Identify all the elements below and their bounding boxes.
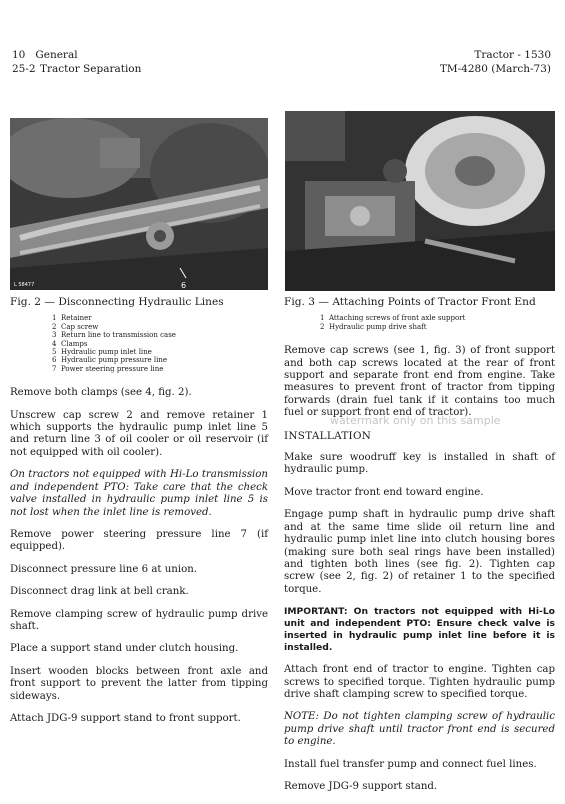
- figure-3-caption: Fig. 3 — Attaching Points of Tractor Front End: [284, 296, 536, 308]
- hydraulic-lines-photo-image: [10, 118, 268, 290]
- note-paragraph: NOTE: Do not tighten clamping screw of hydraulic pump drive shaft until tractor front end is secured to engine.: [284, 711, 555, 748]
- figure-3-photo: [285, 111, 555, 291]
- page-header-left: [12, 48, 141, 76]
- body-paragraph: Remove both clamps (see 4, fig. 2).: [10, 387, 192, 399]
- body-paragraph: Remove clamping screw of hydraulic pump drive shaft.: [10, 608, 268, 632]
- important-notice: IMPORTANT: On tractors not equipped with Hi-Lo unit and independent PTO: Ensure check valve is inserted in hydraulic pump inlet line before it is installed.: [284, 606, 555, 654]
- body-paragraph: Attach JDG-9 support stand to front support.: [10, 712, 241, 724]
- body-paragraph: Disconnect drag link at bell crank.: [10, 586, 189, 598]
- legend-item: 5 Hydraulic pump inlet line: [52, 348, 152, 357]
- tractor-front-end-photo-image: [285, 111, 555, 291]
- right-column: [284, 296, 555, 803]
- body-paragraph: Attach front end of tractor to engine. Tighten cap screws to specified torque. Tighten hydraulic pump drive shaft clamping screw to specified torque.: [284, 664, 555, 700]
- body-paragraph: Engage pump shaft in hydraulic pump drive shaft and at the same time slide oil return line and hydraulic pump inlet line into clutch housing bores (making sure both seal rings have been installed) and tighten both lines (see fig. 2). Tighten cap screw (see 2, fig. 2) of retainer 1 to the specified torque.: [284, 509, 555, 595]
- legend-item: 7 Power steering pressure line: [52, 364, 164, 373]
- watermark-text: watermark only on this sample: [330, 414, 501, 427]
- figure-2-legend: [10, 314, 268, 373]
- body-paragraph: Remove JDG-9 support stand.: [284, 780, 438, 792]
- body-paragraph: Disconnect pressure line 6 at union.: [10, 563, 198, 575]
- manual-number: TM-4280 (March-73): [439, 63, 551, 75]
- body-paragraph: Make sure woodruff key is installed in shaft of hydraulic pump.: [284, 452, 555, 476]
- photo-code-label: L 58477: [14, 282, 35, 288]
- body-paragraph: Move tractor front end toward engine.: [284, 486, 484, 498]
- subsection-title: Tractor Separation: [40, 63, 142, 75]
- left-column: [10, 296, 268, 735]
- body-paragraph: Place a support stand under clutch housing.: [10, 643, 239, 655]
- body-paragraph: Insert wooden blocks between front axle and front support to prevent the latter from tipping sideways.: [10, 665, 268, 702]
- body-paragraph: Unscrew cap screw 2 and remove retainer 1 which supports the hydraulic pump inlet line 5 and return line 3 of oil cooler or oil reservoir (if not equipped with oil cooler).: [10, 409, 268, 458]
- legend-item: 1 Attaching screws of front axle support: [320, 314, 466, 323]
- caution-paragraph: On tractors not equipped with Hi-Lo transmission and independent PTO: Take care that the check valve installed in hydraulic pump inlet line 5 is not lost when the inlet line is removed.: [10, 469, 268, 518]
- section-title: General: [35, 49, 78, 61]
- legend-item: 6 Hydraulic pump pressure line: [52, 356, 168, 365]
- body-paragraph: Remove cap screws (see 1, fig. 3) of front support and both cap screws located at the rear of front support and separate front end from engine. Take measures to prevent front of tractor from tipping forwards (drain fuel tank if it contains too much fuel or support front end of tractor).: [284, 345, 555, 419]
- figure-2-caption: Fig. 2 — Disconnecting Hydraulic Lines: [10, 296, 224, 308]
- body-paragraph: Remove power steering pressure line 7 (if equipped).: [10, 528, 268, 553]
- callout-6-label: 6: [181, 281, 187, 290]
- figure-3-legend: [284, 314, 555, 331]
- legend-item: 4 Clamps: [52, 339, 88, 348]
- installation-heading: INSTALLATION: [284, 429, 372, 442]
- page-header-right: [440, 48, 551, 76]
- subsection-number: 25-2: [12, 63, 36, 75]
- legend-item: 3 Return line to transmission case: [52, 331, 176, 340]
- legend-item: 2 Hydraulic pump drive shaft: [320, 322, 427, 331]
- figure-2-photo: [10, 118, 268, 290]
- model-name: Tractor - 1530: [474, 49, 551, 61]
- legend-item: 2 Cap screw: [52, 322, 99, 331]
- body-paragraph: Install fuel transfer pump and connect fuel lines.: [284, 758, 537, 770]
- legend-item: 1 Retainer: [52, 314, 92, 323]
- page-number: 10: [12, 49, 26, 61]
